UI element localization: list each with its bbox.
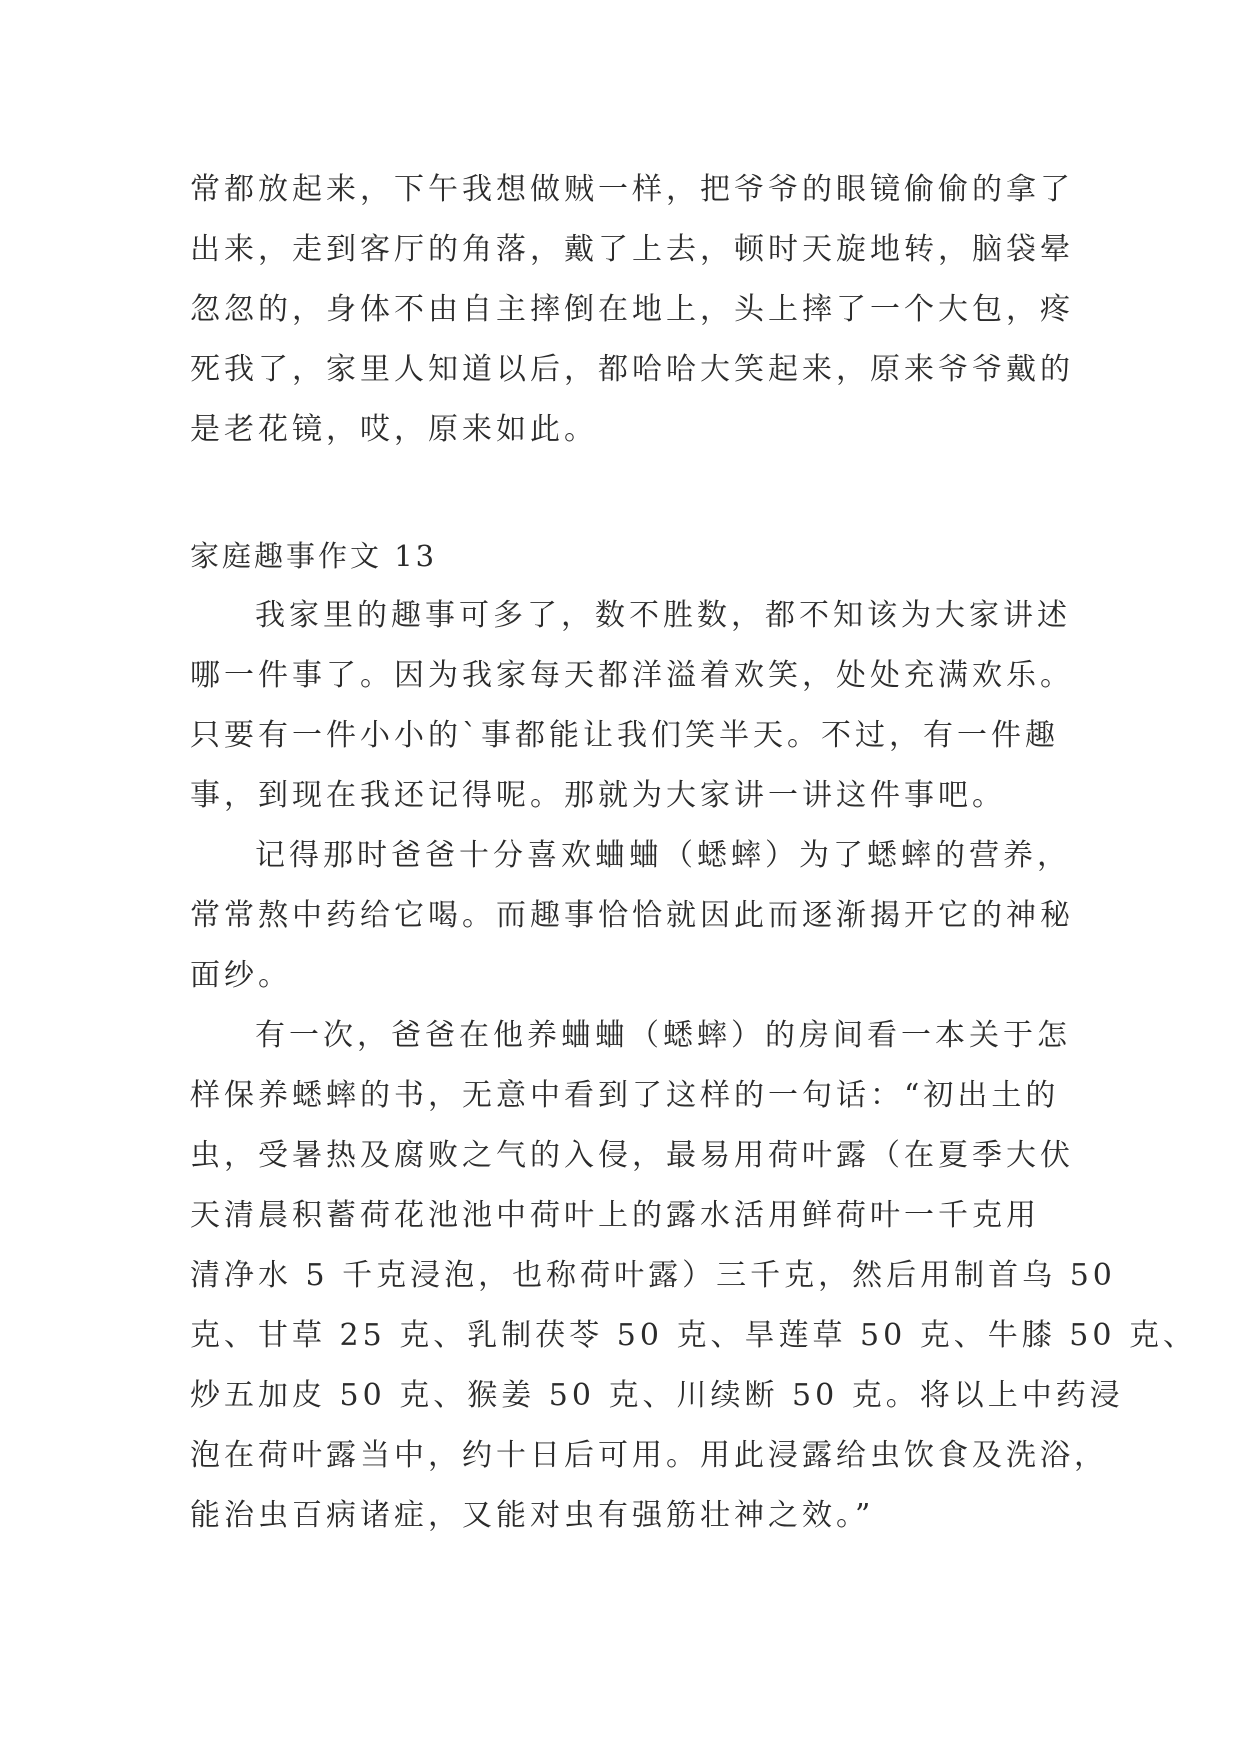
text-line: 忽忽的，身体不由自主摔倒在地上，头上摔了一个大包，疼	[190, 292, 1074, 327]
text-line: 泡在荷叶露当中，约十日后可用。用此浸露给虫饮食及洗浴，	[190, 1438, 1108, 1473]
text-line: 是老花镜，哎，原来如此。	[190, 412, 598, 447]
text-line: 清净水 5 千克浸泡，也称荷叶露）三千克，然后用制首乌 50	[190, 1258, 1116, 1293]
paragraph-1	[190, 586, 1074, 826]
text-line: 哪一件事了。因为我家每天都洋溢着欢笑，处处充满欢乐。	[190, 658, 1074, 693]
intro-paragraph	[190, 160, 1074, 460]
text-line: 面纱。	[190, 958, 292, 993]
text-line: 我家里的趣事可多了，数不胜数，都不知该为大家讲述	[255, 598, 1071, 633]
text-line: 事，到现在我还记得呢。那就为大家讲一讲这件事吧。	[190, 778, 1006, 813]
text-line: 出来，走到客厅的角落，戴了上去，顿时天旋地转，脑袋晕	[190, 232, 1074, 267]
section-spacer	[190, 460, 1070, 526]
text-line: 炒五加皮 50 克、猴姜 50 克、川续断 50 克。将以上中药浸	[190, 1378, 1124, 1413]
paragraph-2	[190, 826, 1074, 1006]
text-line: 只要有一件小小的`事都能让我们笑半天。不过，有一件趣	[190, 718, 1059, 753]
text-line: 虫，受暑热及腐败之气的入侵，最易用荷叶露（在夏季大伏	[190, 1138, 1074, 1173]
text-line: 常常熬中药给它喝。而趣事恰恰就因此而逐渐揭开它的神秘	[190, 898, 1074, 933]
text-line: 有一次，爸爸在他养蛐蛐（蟋蟀）的房间看一本关于怎	[255, 1018, 1071, 1053]
text-line: 克、甘草 25 克、乳制茯苓 50 克、旱莲草 50 克、牛膝 50 克、	[190, 1318, 1197, 1353]
text-line: 样保养蟋蟀的书，无意中看到了这样的一句话：“初出土的	[190, 1078, 1060, 1113]
text-line: 死我了，家里人知道以后，都哈哈大笑起来，原来爷爷戴的	[190, 352, 1074, 387]
text-line: 常都放起来，下午我想做贼一样，把爷爷的眼镜偷偷的拿了	[190, 172, 1074, 207]
text-line: 能治虫百病诸症，又能对虫有强筋壮神之效。”	[190, 1498, 875, 1533]
section-title: 家庭趣事作文 13	[190, 539, 438, 573]
document-body	[190, 160, 1197, 1546]
text-line: 记得那时爸爸十分喜欢蛐蛐（蟋蟀）为了蟋蟀的营养，	[255, 838, 1071, 873]
paragraph-3	[190, 1006, 1197, 1546]
text-line: 天清晨积蓄荷花池池中荷叶上的露水活用鲜荷叶一千克用	[190, 1198, 1040, 1233]
